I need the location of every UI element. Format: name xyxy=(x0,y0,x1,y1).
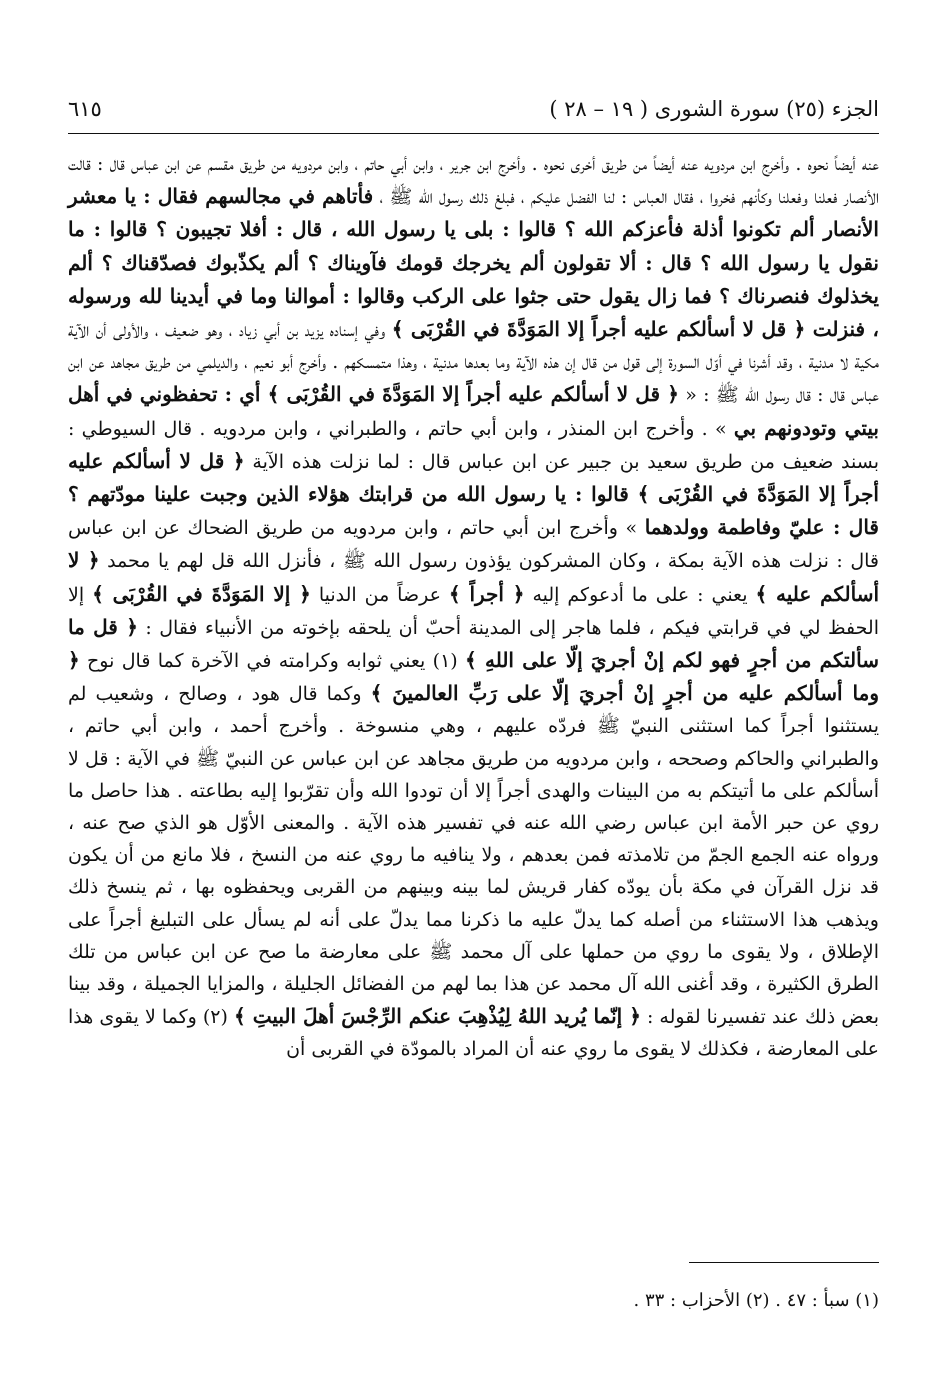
bold-quote: ﴿ وما أسألكم عليه من أجرٍ إنْ أجريَ إلّا على رَبِّ العالمينَ ﴾ xyxy=(68,648,879,706)
bold-quote: ﴿ لا أسألكم عليه ﴾ xyxy=(68,548,880,606)
text-run: » . وأخرج ابن المنذر ، وابن أبي حاتم ، والطبراني ، وابن مردويه . قال السيوطي : بسند ضعيف من طريق سعيد بن جبير عن ابن عباس قال : لما نزلت هذه الآية xyxy=(68,417,880,473)
text-run: إلا الحفظ لي في قرابتي فيكم ، فلما هاجر إلى المدينة أحبّ أن يلحقه بإخوته من الأنبياء فقال : xyxy=(68,583,879,639)
page-number: ٦١٥ xyxy=(68,97,102,121)
bold-quote: ﴿ إنّما يُريد اللهُ لِيُذْهِبَ عنكم الرِّجْسَ أهلَ البيتِ ﴾ xyxy=(234,1004,641,1029)
commentary-text xyxy=(68,148,879,1066)
text-run: (١) يعني ثوابه وكرامته في الآخرة كما قال نوح xyxy=(87,650,458,673)
bold-quote: فأتاهم في مجالسهم فقال : يا معشر الأنصار ألم تكونوا أذلة فأعزكم الله ؟ قالوا : بلى يا رسول الله ، قال : أفلا تجيبون ؟ قالوا : ما نقول يا رسول الله ؟ قال : ألا تقولون ألم يخرجك قومك فآويناك ؟ ألم يكذّبوك فصدّقناك ؟ ألم يخذلوك فنصرناك ؟ فما زال يقول حتى جثوا على الركب وقالوا : أموالنا وما في أيدينا لله ورسوله ، فنزلت ﴿ قل لا أسألكم عليه أجراً إلا المَوَدَّةَ في القُرْبَى ﴾ xyxy=(68,184,879,342)
text-run: عنه أيضاً نحوه . وأخرج ابن مردويه عنه أيضاً من طريق أخرى نحوه . وأخرج ابن جرير ، وابن أبي حاتم ، وابن مردويه من طريق مقسم عن ابن عباس قال : قالت الأنصار فعلنا وفعلنا وكأنهم فخروا ، فقال العباس : لنا الفضل عليكم ، فبلغ ذلك رسول الله ﷺ ، xyxy=(68,153,879,209)
text-run: وكما قال هود ، وصالح ، وشعيب لم يستثنوا أجراً كما استثنى النبيّ ﷺ فردّه عليهم ، وهي منسوخة . وأخرج أحمد ، وابن أبي حاتم ، والطبراني والحاكم وصححه ، وابن مردويه من طريق مجاهد عن ابن عباس عن النبيّ ﷺ في الآية : قل لا أسألكم على ما أتيتكم به من البينات والهدى أجراً إلا أن تودوا الله وأن تقرّبوا إليه بطاعته . هذا حاصل ما روي عن حبر الأمة ابن عباس رضي الله عنه في تفسير هذه الآية . والمعنى الأوّل هو الذي صح عنه ، ورواه عنه الجمع الجمّ من تلامذته فمن بعدهم ، ولا ينافيه ما روي عنه من النسخ ، فلا مانع من أن يكون قد نزل القرآن في مكة بأن يودّه كفار قريش لما بينه وبينهم من القربى ويحفظوه بها ، ثم ينسخ ذلك ويذهب هذا الاستثناء من أصله كما يدلّ عليه ما ذكرنا مما يدلّ على أنه لم يسأل على التبليغ أجراً على الإطلاق ، ولا يقوى ما روي من حملها على آل محمد ﷺ على معارضة ما صح عن ابن عباس من تلك الطرق الكثيرة ، وقد أغنى الله آل محمد عن هذا بما لهم من الفضائل الجليلة ، والمزايا الجميلة ، وقد بينا بعض ذلك عند تفسيرنا لقوله : xyxy=(68,683,879,1029)
bold-quote: ﴿ قل لا أسألكم عليه أجراً إلا المَوَدَّةَ في القُرْبَى ﴾ أي : تحفظوني في أهل بيتي وتودونهم بي xyxy=(68,382,879,440)
bold-quote: ﴿ قل ما سألتكم من أجرٍ فهو لكم إنْ أجريَ إلّا على اللهِ ﴾ xyxy=(68,614,879,673)
footnote: (١) سبأ : ٤٧ . (٢) الأحزاب : ٣٣ . xyxy=(633,1290,879,1311)
footnote-rule xyxy=(689,1262,879,1263)
text-run: وفي إسناده يزيد بن أبي زياد ، وهو ضعيف ، والأولى أن الآية مكية لا مدنية ، وقد أشرنا في أوّل السورة إلى قول من قال إن هذه الآية وما بعدها مدنية ، وهذا متمسكهم . وأخرج أبو نعيم ، والديلمي من طريق مجاهد عن ابن عباس قال : قال رسول الله ﷺ : « xyxy=(68,319,880,407)
paragraph xyxy=(68,148,879,1066)
text-run: عرضاً من الدنيا xyxy=(318,583,441,606)
text-run: » وأخرج ابن أبي حاتم ، وابن مردويه من طريق الضحاك عن ابن عباس قال : نزلت هذه الآية بمكة ، وكان المشركون يؤذون رسول الله ﷺ ، فأنزل الله قل لهم يا محمد xyxy=(68,517,879,573)
text-run: (٢) وكما لا يقوى هذا على المعارضة ، فكذلك لا يقوى ما روي عنه أن المراد بالمودّة في القربى أن xyxy=(68,1006,879,1061)
text-run: يعني : على ما أدعوكم إليه xyxy=(532,583,748,606)
bold-quote: ﴿ قل لا أسألكم عليه أجراً إلا المَوَدَّةَ في القُرْبَى ﴾ قالوا : يا رسول الله من قرابتك هؤلاء الذين وجبت علينا مودّتهم ؟ قال : عليّ وفاطمة وولدهما xyxy=(68,448,879,540)
bold-quote: ﴿ إلا المَوَدَّةَ في القُرْبَى ﴾ xyxy=(92,581,311,606)
page-header xyxy=(68,92,879,126)
running-title: الجزء (٢٥) سورة الشورى ( ١٩ – ٢٨ ) xyxy=(549,97,879,121)
bold-quote: ﴿ أجراً ﴾ xyxy=(448,581,525,606)
header-rule xyxy=(68,133,879,134)
